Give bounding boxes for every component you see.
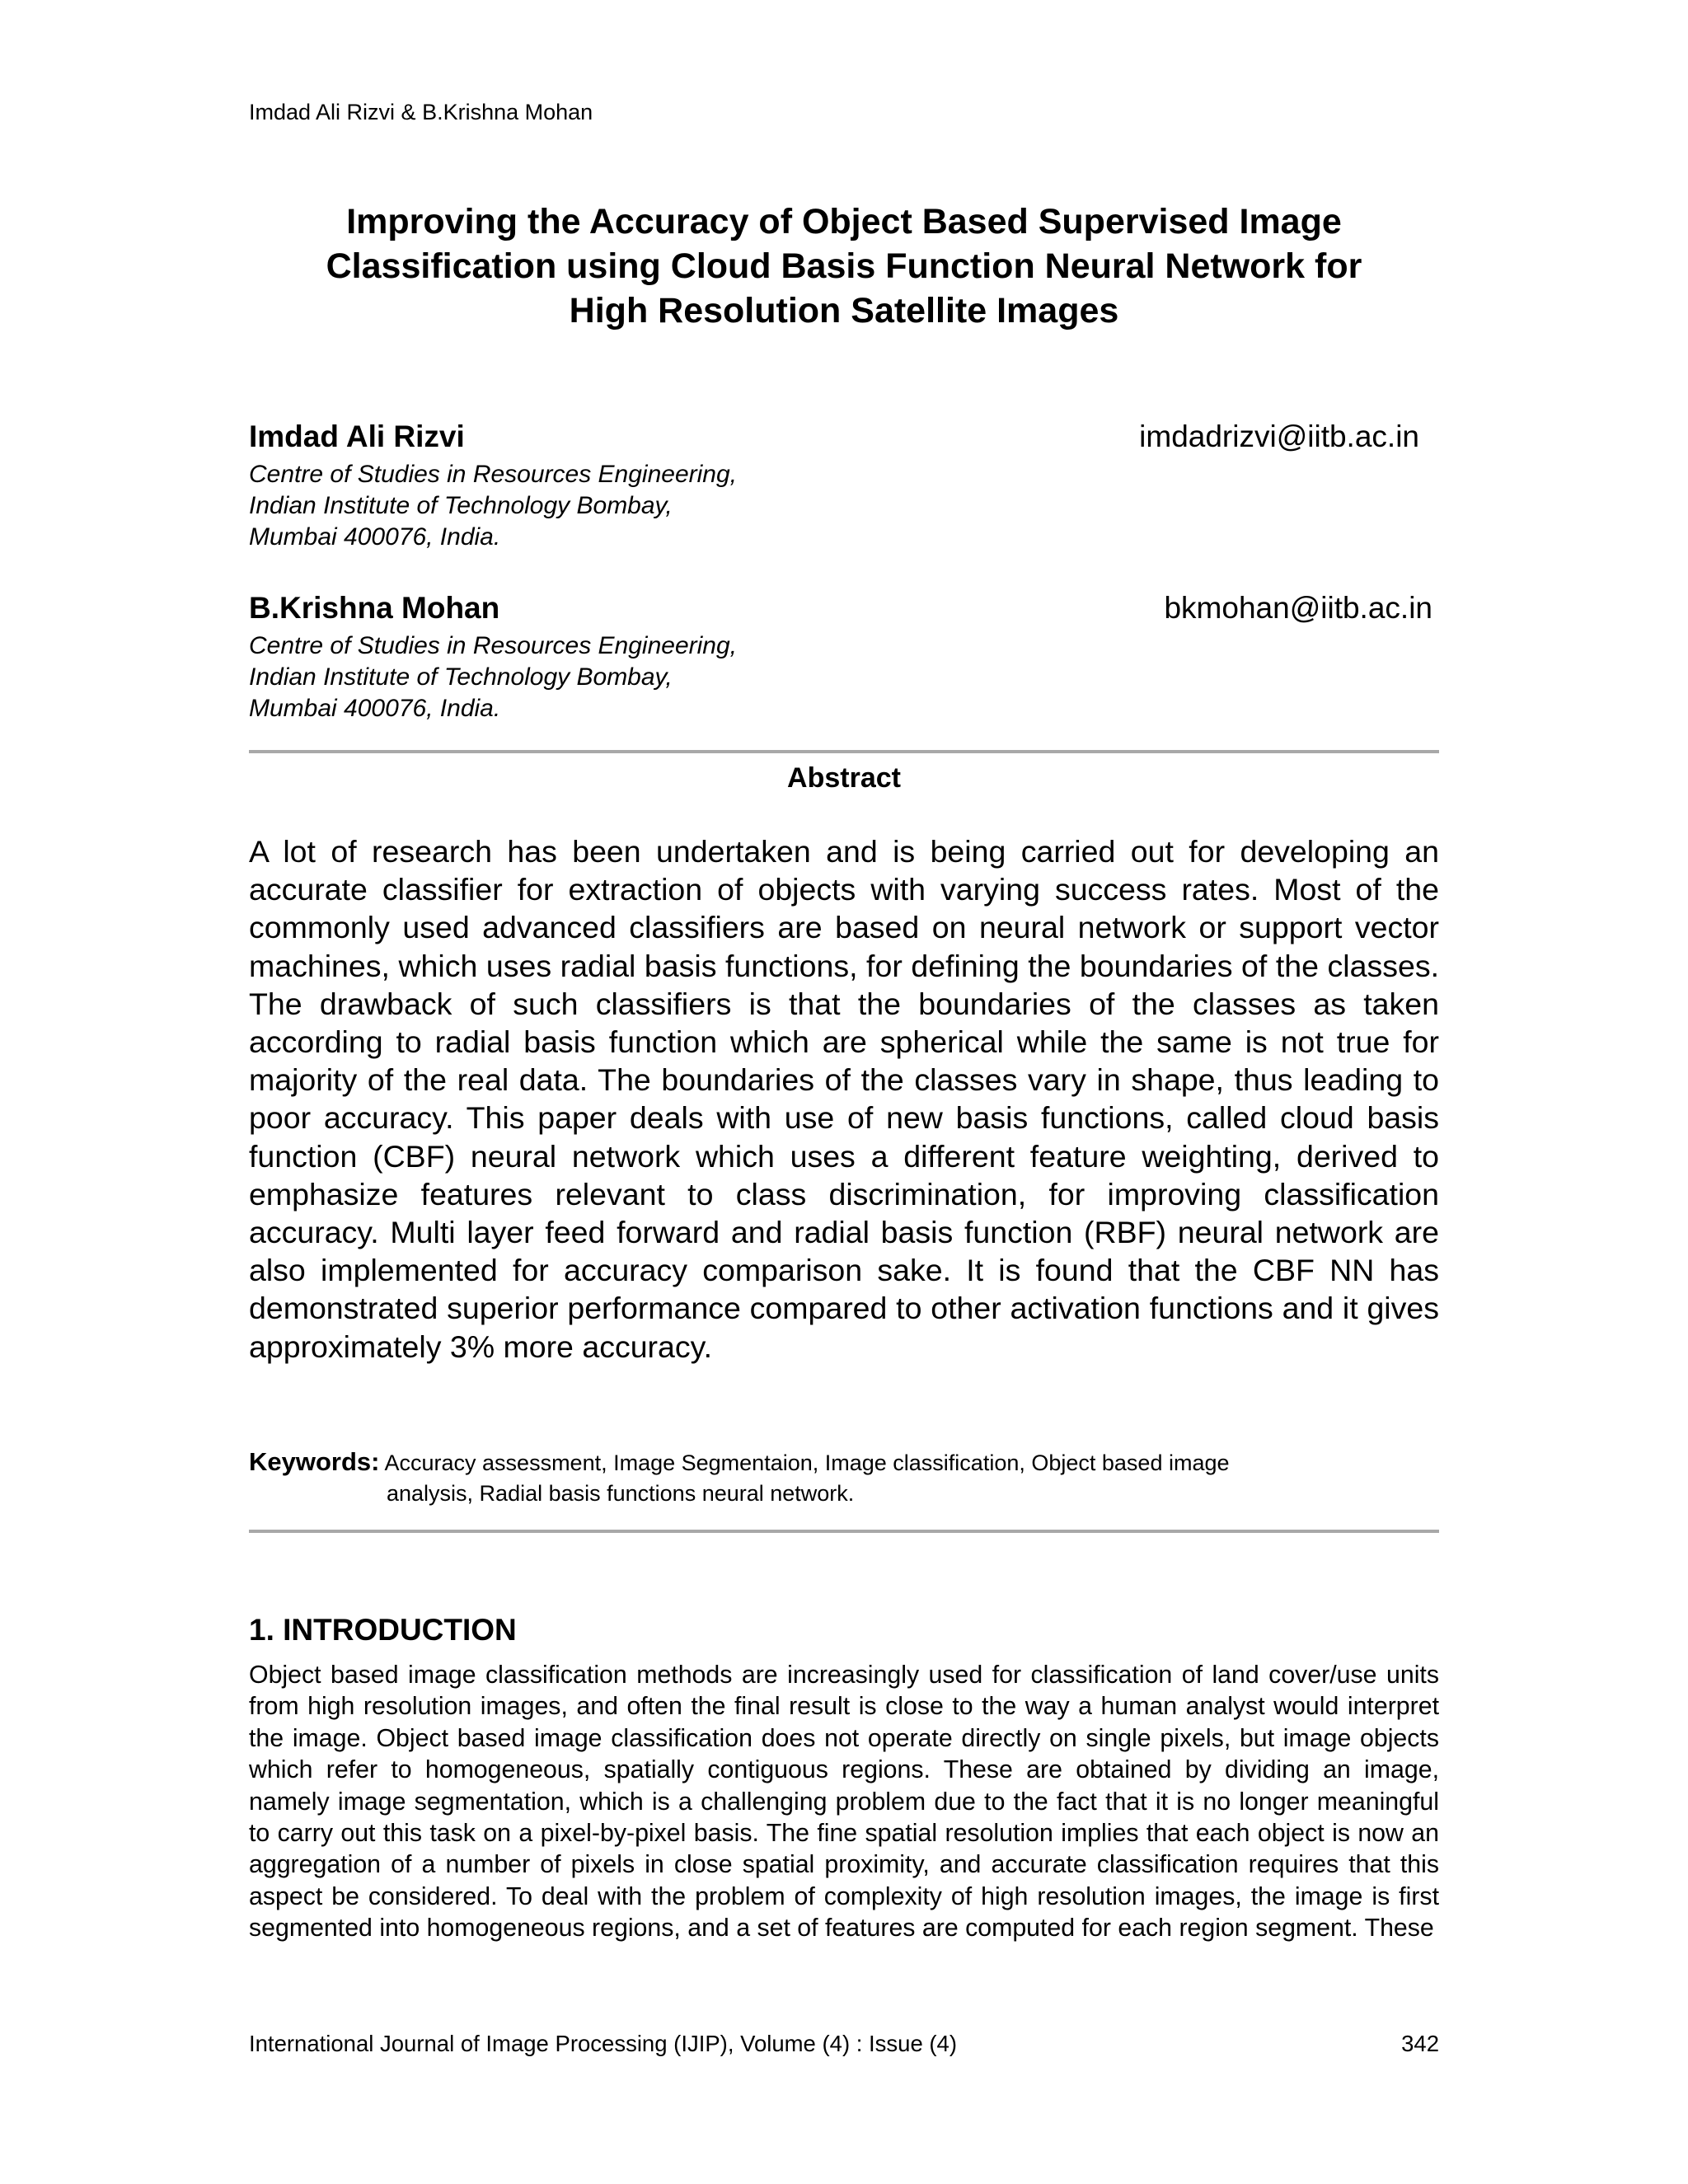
paper-title bbox=[206, 199, 1482, 333]
affiliation-line: Indian Institute of Technology Bombay, bbox=[249, 663, 673, 691]
author-email[interactable]: bkmohan@iitb.ac.in bbox=[1164, 591, 1432, 625]
affiliation-line: Mumbai 400076, India. bbox=[249, 523, 501, 551]
footer-journal: International Journal of Image Processing (IJIP), Volume (4) : Issue (4) bbox=[249, 2031, 957, 2056]
title-line: High Resolution Satellite Images bbox=[569, 291, 1119, 330]
section-heading-introduction: 1. INTRODUCTION bbox=[249, 1613, 517, 1647]
keywords-line: Accuracy assessment, Image Segmentaion, Image classification, Object based image bbox=[384, 1451, 1230, 1475]
divider-rule bbox=[249, 750, 1439, 753]
divider-rule bbox=[249, 1530, 1439, 1533]
keywords-label: Keywords: bbox=[249, 1447, 380, 1476]
affiliation-line: Centre of Studies in Resources Engineering, bbox=[249, 461, 738, 488]
running-header: Imdad Ali Rizvi & B.Krishna Mohan bbox=[249, 100, 593, 124]
page-number: 342 bbox=[1401, 2031, 1439, 2056]
introduction-text: Object based image classification methods are increasingly used for classification of land cover/use units from high resolution images, and often the final result is close to the way a human analyst would interpret the image. Object based image classification does not operate directly on single pixels, but image objects which refer to homogeneous, spatially contiguous regions. These are obtained by dividing an image, namely image segmentation, which is a challenging problem due to the fact that it is no longer meaningful to carry out this task on a pixel-by-pixel basis. The fine spatial resolution implies that each object is now an aggregation of a number of pixels in close spatial proximity, and accurate classification requires that this aspect be considered. To deal with the problem of complexity of high resolution images, the image is first segmented into homogeneous regions, and a set of features are computed for each region segment. These bbox=[249, 1661, 1439, 1943]
keywords-row bbox=[249, 1446, 1439, 1479]
author-name: B.Krishna Mohan bbox=[249, 591, 500, 625]
author-email[interactable]: imdadrizvi@iitb.ac.in bbox=[1139, 419, 1419, 453]
abstract-heading: Abstract bbox=[787, 762, 901, 794]
title-line: Classification using Cloud Basis Function Neural Network for bbox=[326, 246, 1362, 286]
keywords-line: analysis, Radial basis functions neural network. bbox=[387, 1481, 855, 1506]
affiliation-line: Indian Institute of Technology Bombay, bbox=[249, 492, 673, 519]
author-affiliation bbox=[249, 630, 737, 724]
affiliation-line: Centre of Studies in Resources Engineering, bbox=[249, 632, 738, 659]
abstract-text: A lot of research has been undertaken and is being carried out for developing an accurate classifier for extraction of objects with varying success rates. Most of the commonly used advanced classifiers are based on neural network or support vector machines, which uses radial basis functions, for defining the boundaries of the classes. The drawback of such classifiers is that the boundaries of the classes as taken according to radial basis function which are spherical while the same is not true for majority of the real data. The boundaries of the classes vary in shape, thus leading to poor accuracy. This paper deals with use of new basis functions, called cloud basis function (CBF) neural network which uses a different feature weighting, derived to emphasize features relevant to class discrimination, for improving classification accuracy. Multi layer feed forward and radial basis function (RBF) neural network are also implemented for accuracy comparison sake. It is found that the CBF NN has demonstrated superior performance compared to other activation functions and it gives approximately 3% more accuracy. bbox=[249, 834, 1439, 1364]
author-name: Imdad Ali Rizvi bbox=[249, 419, 465, 453]
title-line: Improving the Accuracy of Object Based Supervised Image bbox=[346, 202, 1342, 241]
author-affiliation bbox=[249, 459, 737, 553]
affiliation-line: Mumbai 400076, India. bbox=[249, 695, 501, 722]
keywords bbox=[249, 1446, 1439, 1509]
